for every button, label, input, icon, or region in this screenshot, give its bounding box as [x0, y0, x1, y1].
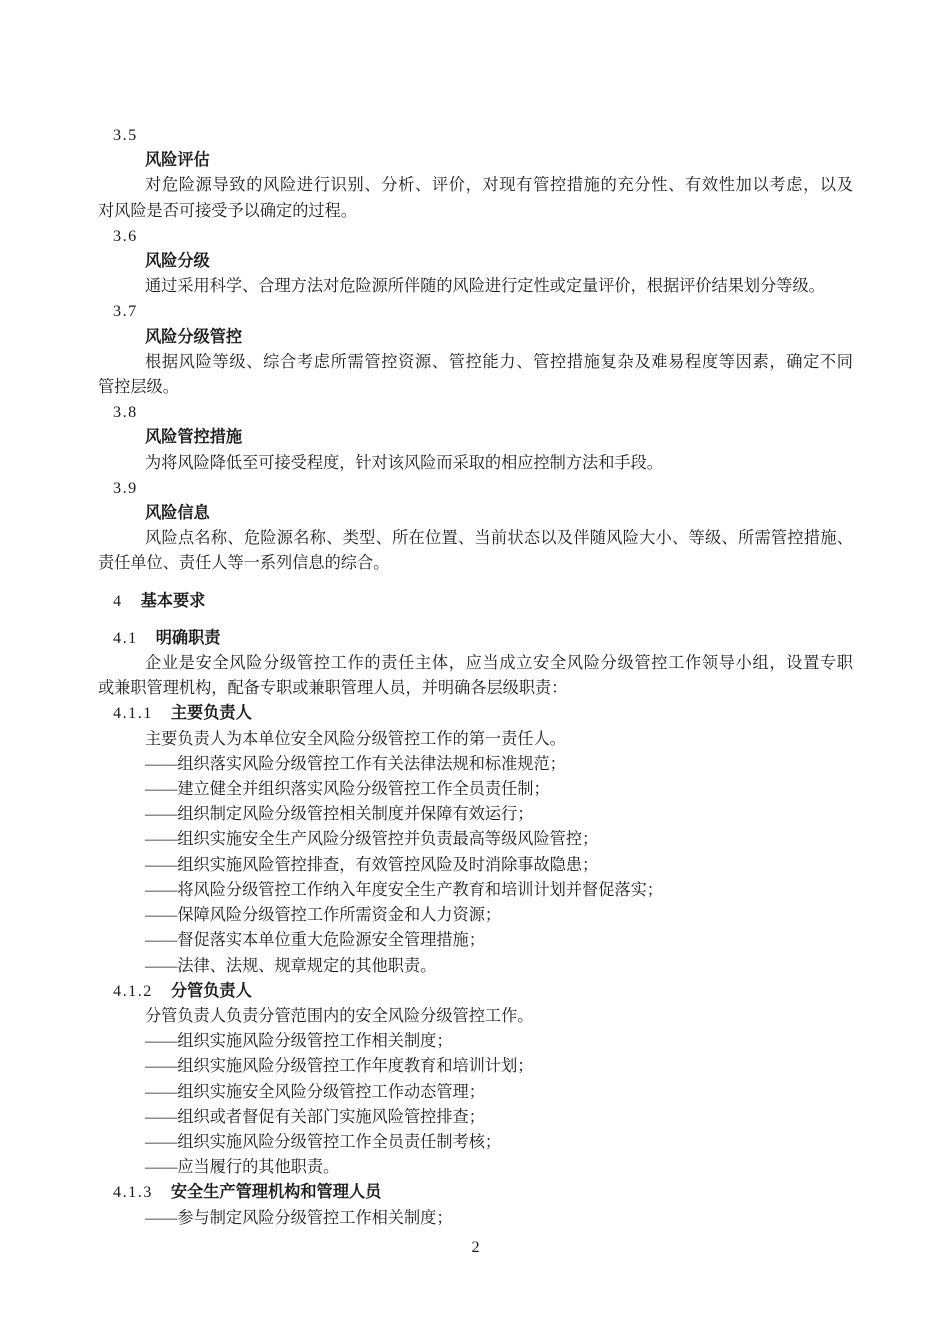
list-item: ——建立健全并组织落实风险分级管控工作全员责任制；: [145, 780, 550, 799]
paragraph-line: 或兼职管理机构，配备专职或兼职管理人员，并明确各层级职责：: [98, 679, 568, 698]
heading-number: 4.1.1: [113, 704, 153, 723]
list-item: ——组织实施风险管控排查，有效管控风险及时消除事故隐患；: [145, 855, 599, 874]
list-item: ——应当履行的其他职责。: [145, 1158, 340, 1177]
heading-number: 4.1.2: [113, 981, 153, 1000]
clause-number: 3.8: [113, 403, 138, 422]
paragraph-line: 为将风险降低至可接受程度，针对该风险而采取的相应控制方法和手段。: [145, 453, 663, 472]
term-heading: 风险信息: [145, 504, 210, 523]
paragraph-line: 对风险是否可接受予以确定的过程。: [98, 201, 357, 220]
heading-number: 4: [113, 591, 123, 610]
paragraph-line: 通过采用科学、合理方法对危险源所伴随的风险进行定性或定量评价，根据评价结果划分等级。: [145, 277, 825, 296]
term-heading: 风险评估: [145, 151, 210, 170]
list-item: ——组织或者督促有关部门实施风险管控排查；: [145, 1107, 485, 1126]
list-item: ——将风险分级管控工作纳入年度安全生产教育和培训计划并督促落实；: [145, 880, 663, 899]
clause-number: 3.6: [113, 226, 138, 245]
list-item: ——保障风险分级管控工作所需资金和人力资源；: [145, 906, 502, 925]
list-item: ——组织落实风险分级管控工作有关法律法规和标准规范；: [145, 754, 566, 773]
heading-title: 明确职责: [155, 628, 221, 647]
term-heading: 风险管控措施: [145, 428, 243, 447]
list-item: ——法律、法规、规章规定的其他职责。: [145, 956, 437, 975]
paragraph-line: 根据风险等级、综合考虑所需管控资源、管控能力、管控措施复杂及难易程度等因素，确定不同: [145, 352, 853, 371]
heading-title: 分管负责人: [170, 981, 252, 1000]
clause-number: 3.5: [113, 126, 138, 144]
heading-title: 安全生产管理机构和管理人员: [170, 1183, 382, 1202]
subsubsection-heading: [98, 1180, 853, 1205]
clause-number: 3.9: [113, 478, 138, 497]
paragraph-line: 企业是安全风险分级管控工作的责任主体，应当成立安全风险分级管控工作领导小组，设置专职: [145, 654, 853, 673]
paragraph-line: 分管负责人负责分管范围内的安全风险分级管控工作。: [145, 1006, 534, 1025]
subsection-heading: [98, 626, 853, 651]
paragraph-line: 管控层级。: [98, 378, 179, 397]
list-item: ——组织实施安全生产风险分级管控并负责最高等级风险管控；: [145, 830, 599, 849]
page-number: 2: [471, 1237, 480, 1256]
list-item: ——参与制定风险分级管控工作相关制度；: [145, 1208, 453, 1227]
list-item: ——组织实施风险分级管控工作相关制度；: [145, 1032, 453, 1051]
list-item: ——组织实施安全风险分级管控工作动态管理；: [145, 1082, 485, 1101]
heading-number: 4.1.3: [113, 1183, 153, 1202]
subsubsection-heading: [98, 701, 853, 726]
term-heading: 风险分级: [145, 252, 210, 271]
paragraph-line: 风险点名称、危险源名称、类型、所在位置、当前状态以及伴随风险大小、等级、所需管控措施、: [145, 529, 853, 548]
list-item: ——组织实施风险分级管控工作全员责任制考核；: [145, 1132, 502, 1151]
paragraph-line: 主要负责人为本单位安全风险分级管控工作的第一责任人。: [145, 729, 566, 748]
paragraph-line: 责任单位、责任人等一系列信息的综合。: [98, 554, 390, 573]
heading-title: 主要负责人: [170, 704, 252, 723]
subsubsection-heading: [98, 979, 853, 1004]
heading-title: 基本要求: [140, 591, 206, 610]
term-heading: 风险分级管控: [145, 327, 243, 346]
heading-number: 4.1: [113, 628, 138, 647]
clause-number: 3.7: [113, 302, 138, 321]
section-heading: [98, 589, 853, 614]
list-item: ——组织实施风险分级管控工作年度教育和培训计划；: [145, 1057, 534, 1076]
paragraph-line: 对危险源导致的风险进行识别、分析、评价，对现有管控措施的充分性、有效性加以考虑，以及: [145, 176, 853, 195]
list-item: ——督促落实本单位重大危险源安全管理措施；: [145, 931, 485, 950]
list-item: ——组织制定风险分级管控相关制度并保障有效运行；: [145, 805, 534, 824]
